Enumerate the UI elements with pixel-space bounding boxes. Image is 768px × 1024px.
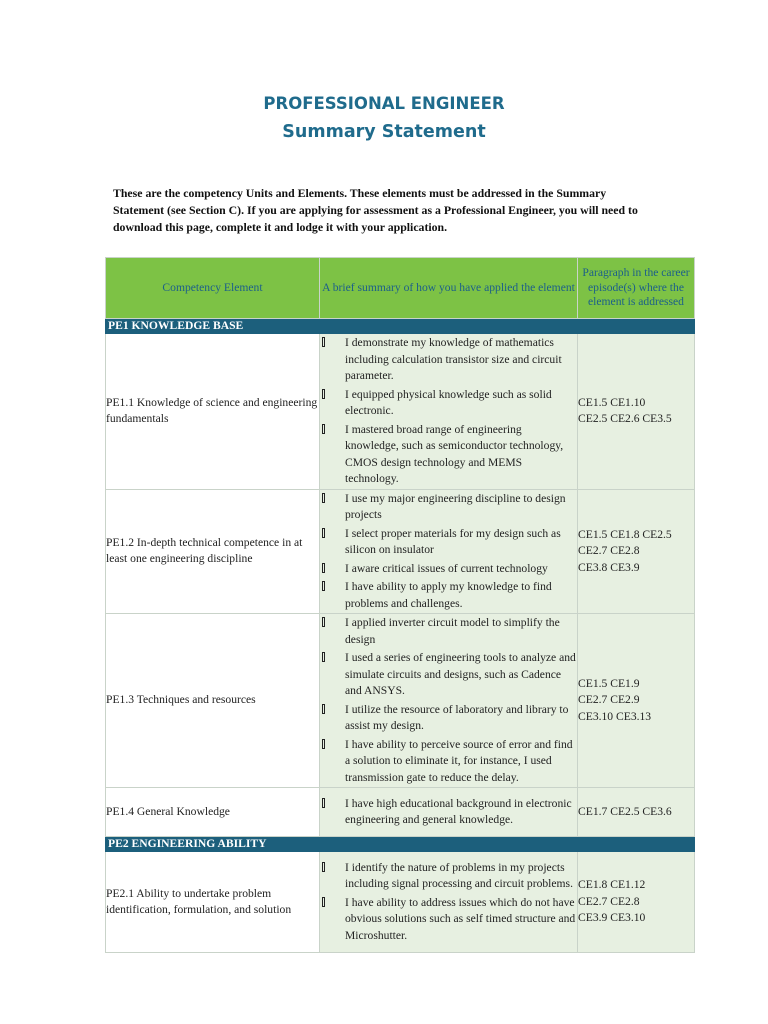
table-row: [106, 788, 695, 837]
table-body: [106, 319, 695, 953]
section-label: PE2 ENGINEERING ABILITY: [106, 837, 695, 852]
list-item: [320, 334, 577, 386]
bullet-box-icon: [322, 897, 325, 907]
list-item: [320, 614, 577, 649]
application-summary-cell: [320, 489, 578, 614]
application-text: I have high educational background in electronic engineering and general knowledge.: [345, 796, 572, 826]
bullet-box-icon: [322, 617, 325, 627]
application-text: I equipped physical knowledge such as solid electronic.: [345, 387, 552, 417]
bullet-box-icon: [322, 704, 325, 714]
application-text: I identify the nature of problems in my projects including signal processing and circuit problems.: [345, 860, 573, 891]
application-text: I select proper materials for my design such as silicon on insulator: [345, 526, 561, 556]
list-item: [320, 578, 577, 613]
application-text: I utilize the resource of laboratory and library to assist my design.: [345, 702, 569, 732]
application-list: [320, 614, 577, 787]
bullet-box-icon: [322, 581, 325, 591]
application-list: [320, 859, 577, 946]
competency-element-cell: PE2.1 Ability to undertake problem identification, formulation, and solution: [106, 852, 320, 953]
table-row: [106, 614, 695, 788]
list-item: [320, 490, 577, 525]
paragraph-reference: CE3.9 CE3.10: [578, 911, 646, 925]
table-header-row: [106, 258, 695, 319]
bullet-box-icon: [322, 862, 325, 872]
paragraph-reference: CE1.5 CE1.10: [578, 395, 646, 409]
section-label: PE1 KNOWLEDGE BASE: [106, 319, 695, 334]
application-text: I mastered broad range of engineering knowledge, such as semiconductor technology, CMOS design technology and MEMS technology.: [345, 422, 564, 485]
paragraph-reference: CE1.8 CE1.12: [578, 878, 646, 892]
list-item: [320, 560, 577, 579]
competency-element-cell: PE1.1 Knowledge of science and engineering fundamentals: [106, 334, 320, 490]
application-text: I have ability to perceive source of error and find a solution to eliminate it, for instance, I used transmission gate to reduce the delay.: [345, 737, 573, 784]
paragraph-reference: CE2.7 CE2.8: [578, 544, 640, 557]
paragraph-reference-cell: [578, 614, 695, 788]
application-text: I demonstrate my knowledge of mathematics including calculation transistor size and circuit parameter.: [345, 336, 562, 382]
document-header: [0, 90, 768, 146]
bullet-box-icon: [322, 528, 325, 538]
bullet-box-icon: [322, 739, 325, 749]
table-row: [106, 489, 695, 614]
competency-element-cell: PE1.4 General Knowledge: [106, 788, 320, 837]
table-row: [106, 334, 695, 490]
bullet-box-icon: [322, 389, 325, 399]
paragraph-reference: CE1.5 CE1.8 CE2.5: [578, 527, 672, 541]
paragraph-reference-cell: [578, 852, 695, 953]
paragraph-reference: CE1.5 CE1.9: [578, 676, 640, 690]
application-text: I applied inverter circuit model to simplify the design: [345, 616, 560, 646]
column-header-paragraph: Paragraph in the career episode(s) where the element is addressed: [578, 258, 695, 319]
competency-table: [105, 257, 695, 953]
bullet-box-icon: [322, 337, 325, 347]
application-list: [320, 334, 577, 489]
list-item: [320, 736, 577, 788]
paragraph-reference: CE3.10 CE3.13: [578, 709, 652, 723]
paragraph-reference-cell: [578, 334, 695, 490]
paragraph-reference-cell: [578, 788, 695, 837]
list-item: [320, 525, 577, 560]
paragraph-reference: CE2.7 CE2.9: [578, 693, 640, 707]
paragraph-reference: CE2.7 CE2.8: [578, 894, 640, 908]
bullet-box-icon: [322, 652, 325, 662]
section-header-row: [106, 319, 695, 334]
paragraph-reference: CE3.8 CE3.9: [578, 560, 640, 574]
application-summary-cell: [320, 614, 578, 788]
intro-paragraph: These are the competency Units and Elements. These elements must be addressed in the Summary Statement (see Section C). If you are applying for assessment as a Professional Engineer, you will need to download this page, complete it and lodge it with your application.: [113, 186, 638, 234]
list-item: [320, 859, 577, 894]
bullet-box-icon: [322, 424, 325, 434]
application-text: I use my major engineering discipline to design projects: [345, 491, 566, 521]
application-summary-cell: [320, 788, 578, 837]
section-header-row: [106, 837, 695, 852]
bullet-box-icon: [322, 493, 325, 503]
application-summary-cell: [320, 852, 578, 953]
document-subtitle: Summary Statement: [282, 122, 486, 142]
list-item: [320, 795, 577, 830]
table-row: [106, 852, 695, 953]
list-item: [320, 386, 577, 421]
list-item: [320, 649, 577, 701]
competency-element-cell: PE1.2 In-depth technical competence in at least one engineering discipline: [106, 489, 320, 614]
column-header-summary: A brief summary of how you have applied the element: [320, 258, 578, 319]
application-summary-cell: [320, 334, 578, 490]
paragraph-reference: CE2.5 CE2.6 CE3.5: [578, 412, 672, 426]
application-list: [320, 490, 577, 614]
bullet-box-icon: [322, 798, 325, 808]
paragraph-reference: CE1.7 CE2.5 CE3.6: [578, 804, 672, 818]
document-title: PROFESSIONAL ENGINEER: [263, 94, 505, 113]
application-text: I aware critical issues of current technology: [345, 561, 548, 575]
application-text: I have ability to address issues which do not have obvious solutions such as self timed structure and Microshutter.: [345, 895, 576, 942]
list-item: [320, 894, 577, 946]
application-text: I have ability to apply my knowledge to find problems and challenges.: [345, 580, 552, 610]
paragraph-reference-cell: [578, 489, 695, 614]
application-list: [320, 795, 577, 830]
list-item: [320, 421, 577, 489]
bullet-box-icon: [322, 563, 325, 573]
competency-element-cell: PE1.3 Techniques and resources: [106, 614, 320, 788]
list-item: [320, 701, 577, 736]
application-text: I used a series of engineering tools to analyze and simulate circuits and designs, such as Cadence and ANSYS.: [345, 651, 576, 697]
column-header-element: Competency Element: [106, 258, 320, 319]
